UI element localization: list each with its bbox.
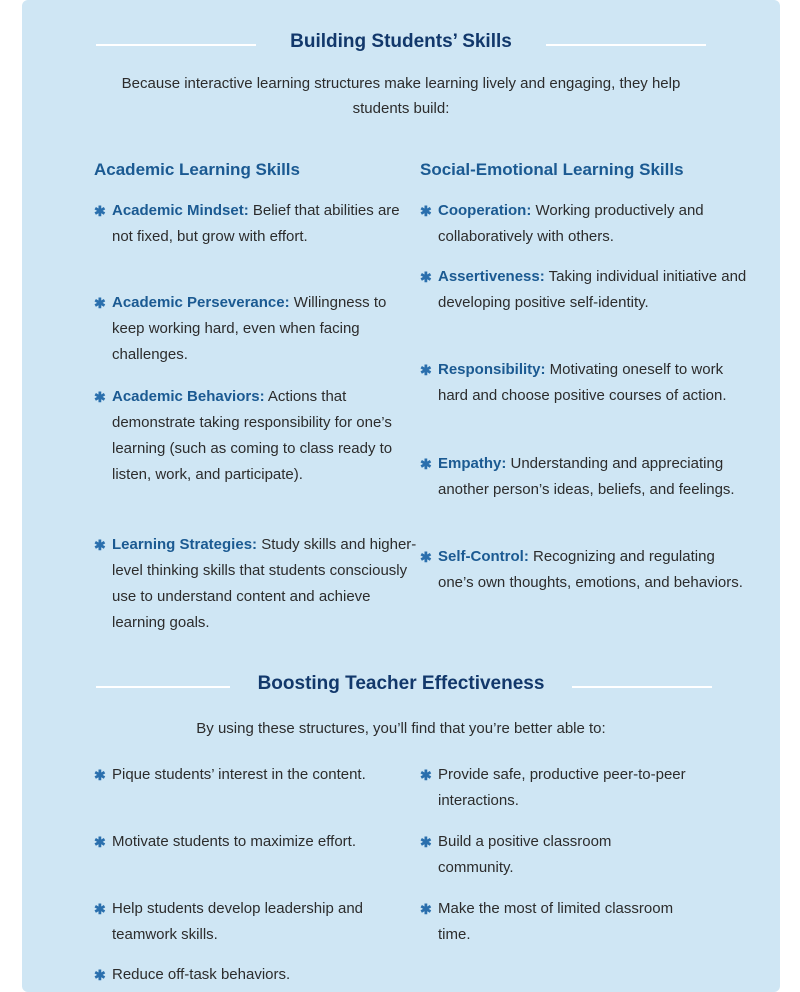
teacher-item bbox=[420, 896, 688, 948]
item-text: Willingness to keep working hard, even when facing challenges. bbox=[112, 294, 387, 363]
academic-item bbox=[94, 198, 422, 250]
academic-heading: Academic Learning Skills bbox=[94, 160, 300, 179]
asterisk-bullet-icon: ✱ bbox=[420, 456, 432, 472]
item-text: Actions that demonstrate taking responsibility for one’s learning (such as coming to class ready to listen, work, and participate). bbox=[112, 388, 393, 483]
asterisk-bullet-icon: ✱ bbox=[420, 834, 432, 850]
asterisk-bullet-icon: ✱ bbox=[94, 295, 106, 311]
teacher-intro: By using these structures, you’ll find that you’re better able to: bbox=[196, 720, 606, 737]
academic-item bbox=[94, 384, 422, 488]
teacher-section-title: Boosting Teacher Effectiveness bbox=[257, 673, 545, 694]
teacher-item bbox=[94, 896, 412, 948]
asterisk-bullet-icon: ✱ bbox=[94, 203, 106, 219]
teacher-item bbox=[94, 962, 412, 988]
title-rule-right bbox=[546, 44, 706, 46]
item-term: Assertiveness: bbox=[438, 268, 545, 285]
item-term: Cooperation: bbox=[438, 202, 532, 219]
teacher-item bbox=[420, 829, 688, 881]
skills-panel bbox=[22, 0, 780, 992]
social-item bbox=[420, 357, 748, 409]
item-text: Motivate students to maximize effort. bbox=[112, 833, 356, 850]
item-term: Academic Mindset: bbox=[112, 202, 249, 219]
item-text: Working productively and collaboratively with others. bbox=[438, 202, 704, 245]
item-text: Recognizing and regulating one’s own thoughts, emotions, and behaviors. bbox=[438, 548, 743, 591]
social-heading: Social-Emotional Learning Skills bbox=[420, 160, 684, 179]
asterisk-bullet-icon: ✱ bbox=[94, 967, 106, 983]
teacher-item bbox=[94, 829, 402, 855]
social-item bbox=[420, 264, 748, 316]
item-text: Belief that abilities are not fixed, but grow with effort. bbox=[112, 202, 400, 245]
item-term: Responsibility: bbox=[438, 361, 546, 378]
teacher-item bbox=[94, 762, 402, 788]
item-text: Understanding and appreciating another person’s ideas, beliefs, and feelings. bbox=[438, 455, 735, 498]
social-item bbox=[420, 198, 748, 250]
item-text: Help students develop leadership and teamwork skills. bbox=[112, 900, 364, 943]
asterisk-bullet-icon: ✱ bbox=[420, 901, 432, 917]
item-text: Motivating oneself to work hard and choose positive courses of action. bbox=[438, 361, 727, 404]
item-text: Build a positive classroom community. bbox=[438, 833, 612, 876]
skills-intro: Because interactive learning structures make learning lively and engaging, they help students build: bbox=[121, 75, 681, 117]
asterisk-bullet-icon: ✱ bbox=[94, 767, 106, 783]
item-term: Empathy: bbox=[438, 455, 507, 472]
asterisk-bullet-icon: ✱ bbox=[94, 901, 106, 917]
skills-section-title: Building Students’ Skills bbox=[290, 31, 512, 52]
item-text: Taking individual initiative and developing positive self-identity. bbox=[438, 268, 747, 311]
asterisk-bullet-icon: ✱ bbox=[420, 767, 432, 783]
item-text: Make the most of limited classroom time. bbox=[438, 900, 674, 943]
academic-item bbox=[94, 532, 422, 636]
social-item bbox=[420, 451, 748, 503]
item-text: Provide safe, productive peer-to-peer interactions. bbox=[438, 766, 686, 809]
item-text: Reduce off-task behaviors. bbox=[112, 966, 291, 983]
social-item bbox=[420, 544, 748, 596]
academic-item bbox=[94, 290, 422, 368]
item-term: Self-Control: bbox=[438, 548, 529, 565]
item-term: Learning Strategies: bbox=[112, 536, 258, 553]
asterisk-bullet-icon: ✱ bbox=[420, 549, 432, 565]
teacher-rule-right bbox=[572, 686, 712, 688]
item-text: Pique students’ interest in the content. bbox=[112, 766, 366, 783]
asterisk-bullet-icon: ✱ bbox=[94, 389, 106, 405]
item-text: Study skills and higher-level thinking skills that students consciously use to understand content and achieve learning goals. bbox=[112, 536, 417, 631]
item-term: Academic Behaviors: bbox=[112, 388, 265, 405]
asterisk-bullet-icon: ✱ bbox=[94, 834, 106, 850]
asterisk-bullet-icon: ✱ bbox=[420, 362, 432, 378]
asterisk-bullet-icon: ✱ bbox=[94, 537, 106, 553]
teacher-item bbox=[420, 762, 688, 814]
asterisk-bullet-icon: ✱ bbox=[420, 269, 432, 285]
item-term: Academic Perseverance: bbox=[112, 294, 290, 311]
asterisk-bullet-icon: ✱ bbox=[420, 203, 432, 219]
